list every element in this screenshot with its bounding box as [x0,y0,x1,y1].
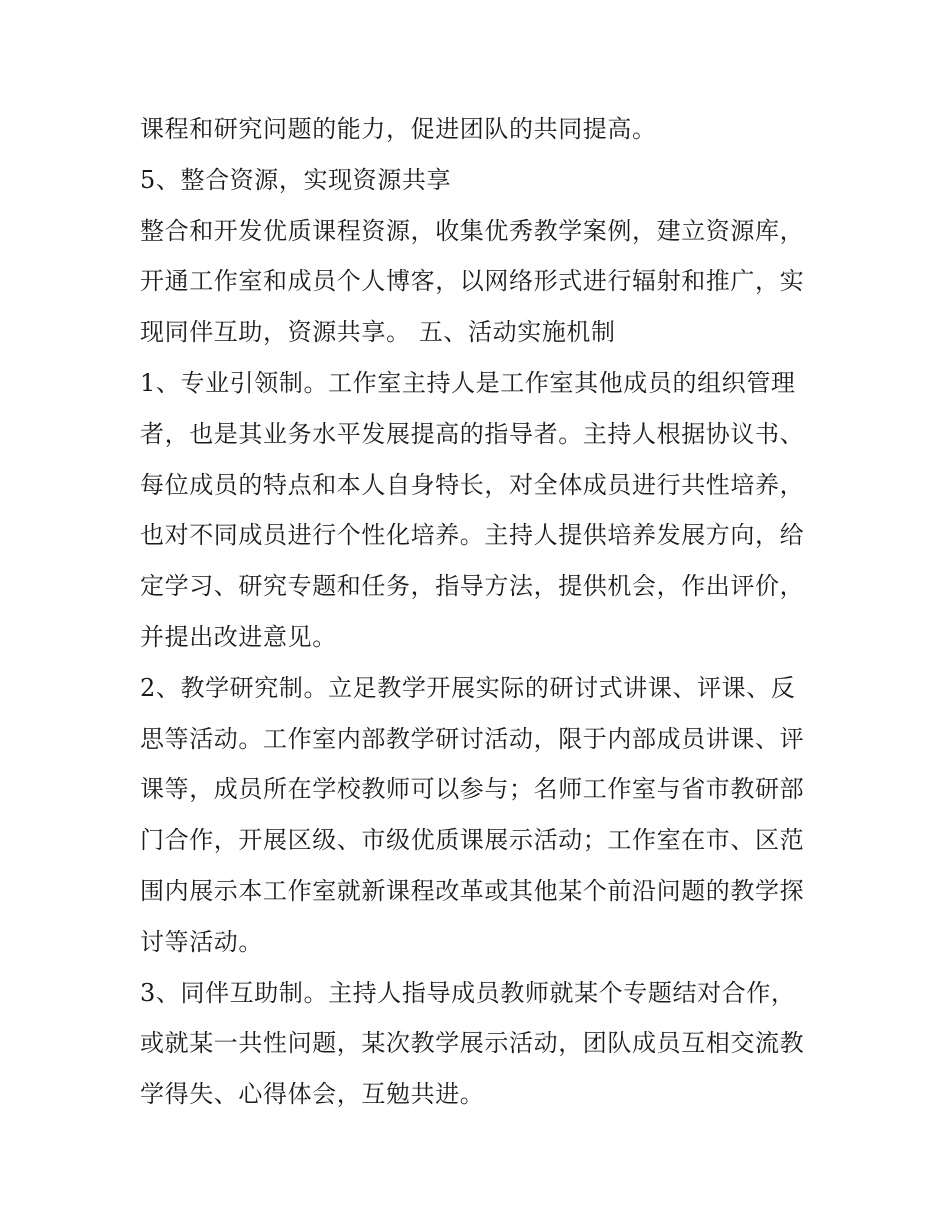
text-line: 整合和开发优质课程资源，收集优秀教学案例，建立资源库， [140,216,805,245]
text-line: 并提出改进意见。 [140,622,337,651]
text-line: 1、专业引领制。工作室主持人是工作室其他成员的组织管理 [140,368,796,397]
text-line: 学得失、心得体会，互勉共进。 [140,1080,485,1109]
document-body [140,104,820,1120]
text-line: 2、教学研究制。立足教学开展实际的研讨式讲课、评课、反 [140,673,796,702]
text-line: 3、同伴互助制。主持人指导成员教师就某个专题结对合作， [140,978,796,1007]
text-line: 讨等活动。 [140,927,263,956]
text-line: 课等，成员所在学校教师可以参与；名师工作室与省市教研部 [140,775,805,804]
text-line: 或就某一共性问题，某次教学展示活动，团队成员互相交流教 [140,1029,805,1058]
text-line: 定学习、研究专题和任务，指导方法，提供机会，作出评价， [140,572,805,601]
text-line: 开通工作室和成员个人博客，以网络形式进行辐射和推广，实 [140,267,805,296]
section-heading: 5、整合资源，实现资源共享 [140,165,452,194]
text-line: 也对不同成员进行个性化培养。主持人提供培养发展方向，给 [140,521,805,550]
text-line: 思等活动。工作室内部教学研讨活动，限于内部成员讲课、评 [140,724,805,753]
text-line: 者，也是其业务水平发展提高的指导者。主持人根据协议书、 [140,419,805,448]
text-line: 每位成员的特点和本人自身特长，对全体成员进行共性培养， [140,470,805,499]
text-line: 围内展示本工作室就新课程改革或其他某个前沿问题的教学探 [140,876,805,905]
text-line: 现同伴互助，资源共享。 五、活动实施机制 [140,318,616,347]
text-line: 门合作，开展区级、市级优质课展示活动；工作室在市、区范 [140,826,805,855]
text-line: 课程和研究问题的能力，促进团队的共同提高。 [140,115,657,143]
